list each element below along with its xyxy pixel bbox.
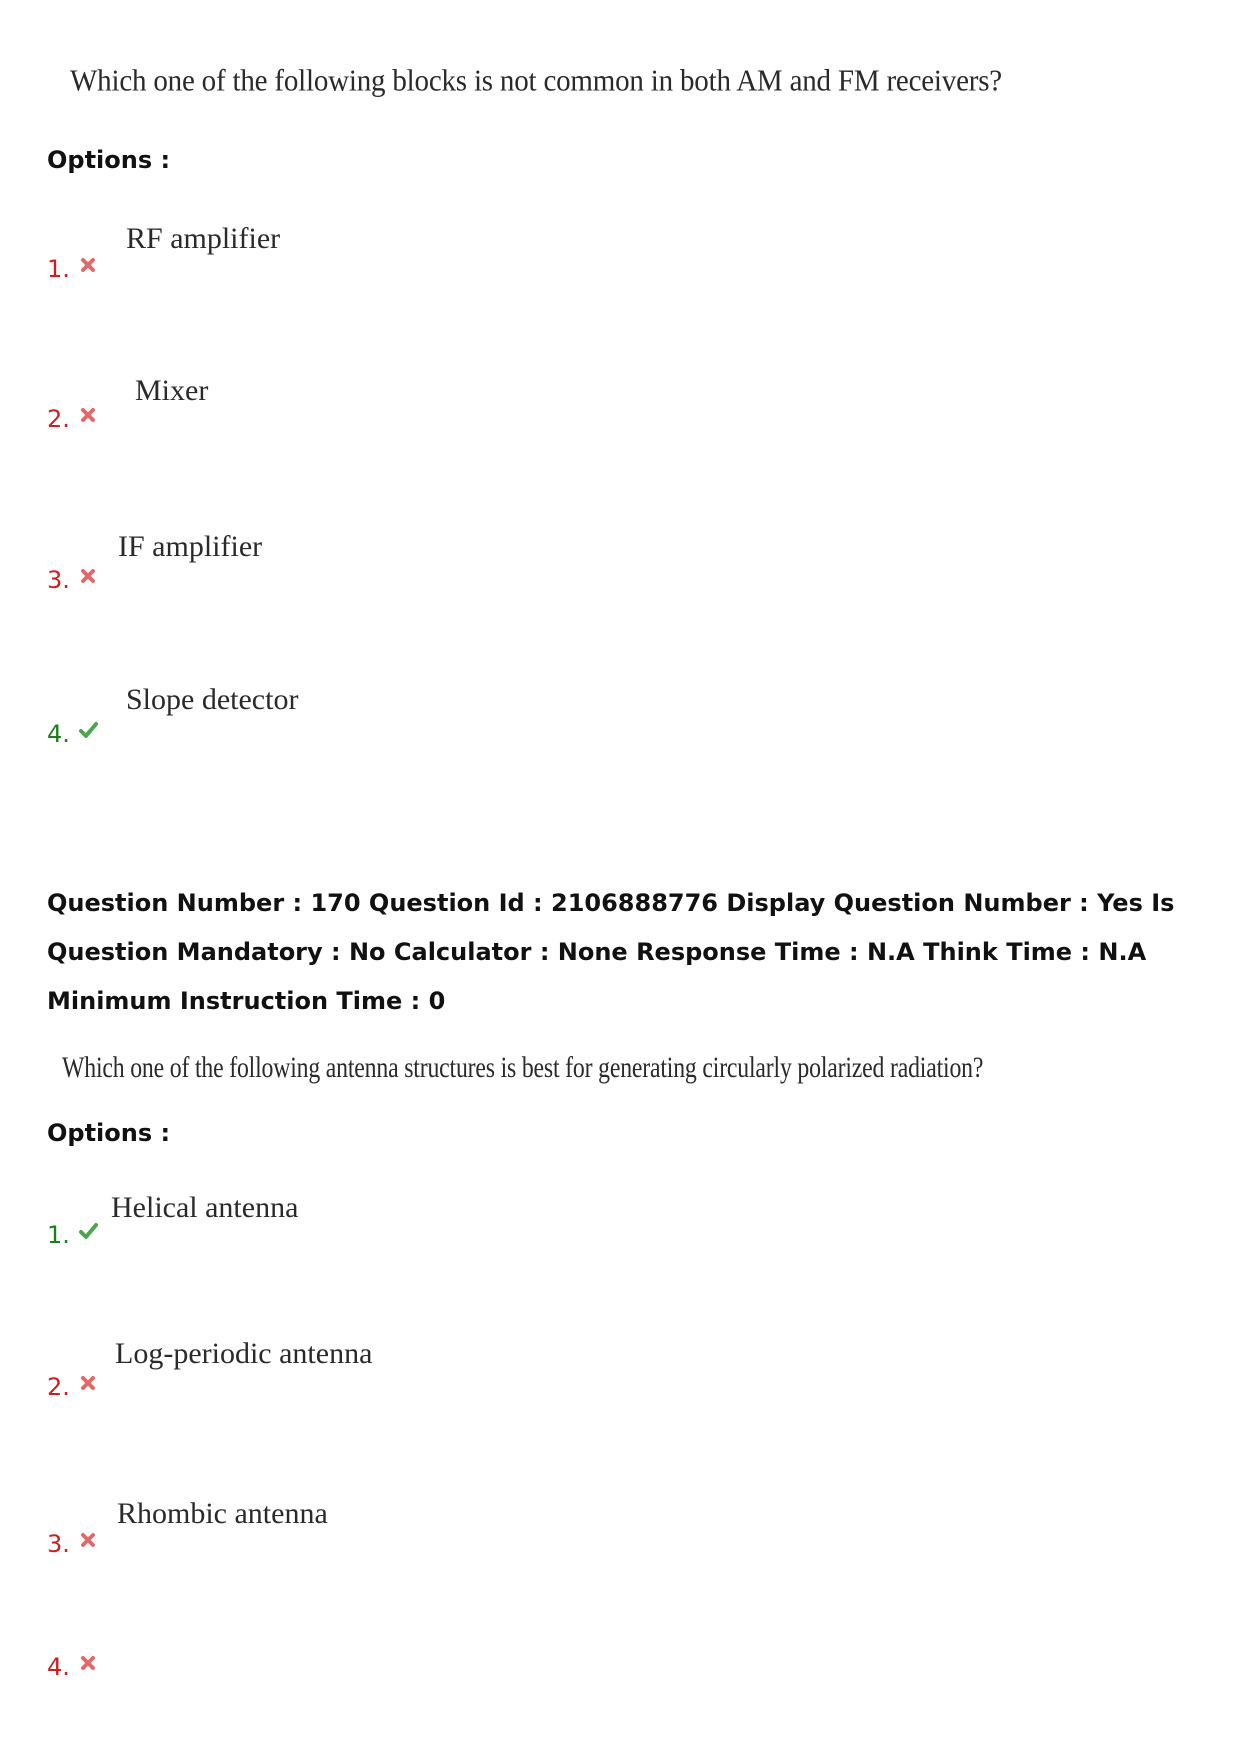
cross-icon xyxy=(78,566,98,586)
question-2-options-label: Options : xyxy=(47,1119,171,1147)
option-number: 4. xyxy=(47,720,70,748)
cross-icon xyxy=(78,1530,98,1550)
question-2-option-1 xyxy=(47,1221,98,1249)
check-icon xyxy=(78,1221,98,1241)
question-2-option-3 xyxy=(47,1530,98,1558)
option-number: 2. xyxy=(47,1373,70,1401)
option-number: 2. xyxy=(47,405,70,433)
question-1-text: Which one of the following blocks is not common in both AM and FM receivers? xyxy=(70,64,1002,98)
question-2-option-4 xyxy=(47,1653,98,1681)
option-number: 3. xyxy=(47,1530,70,1558)
question-1-option-1-text: RF amplifier xyxy=(126,222,281,255)
option-number: 3. xyxy=(47,566,70,594)
question-1-option-4-text: Slope detector xyxy=(126,683,299,716)
question-1-option-2 xyxy=(47,405,98,433)
question-2-option-2 xyxy=(47,1373,98,1401)
option-number: 1. xyxy=(47,1221,70,1249)
cross-icon xyxy=(78,255,98,275)
option-number: 1. xyxy=(47,255,70,283)
question-2-option-1-text: Helical antenna xyxy=(111,1191,299,1224)
question-1-option-4 xyxy=(47,720,98,748)
question-1-option-3-text: IF amplifier xyxy=(118,530,263,563)
question-1-option-3 xyxy=(47,566,98,594)
question-2-meta: Question Number : 170 Question Id : 2106888776 Display Question Number : Yes Is Question Mandatory : No Calculator : None Response Time : N.A Think Time : N.A Minimum Instruction Time : 0 xyxy=(47,889,1175,1015)
cross-icon xyxy=(78,1653,98,1673)
question-2-text: Which one of the following antenna structures is best for generating circularly polarized radiation? xyxy=(62,1051,984,1084)
option-number: 4. xyxy=(47,1653,70,1681)
question-1-option-1 xyxy=(47,255,98,283)
question-2-option-2-text: Log-periodic antenna xyxy=(115,1337,373,1370)
cross-icon xyxy=(78,405,98,425)
cross-icon xyxy=(78,1373,98,1393)
question-2-option-3-text: Rhombic antenna xyxy=(117,1497,328,1530)
question-1-options-label: Options : xyxy=(47,146,171,174)
question-1-option-2-text: Mixer xyxy=(135,374,209,407)
check-icon xyxy=(78,720,98,740)
